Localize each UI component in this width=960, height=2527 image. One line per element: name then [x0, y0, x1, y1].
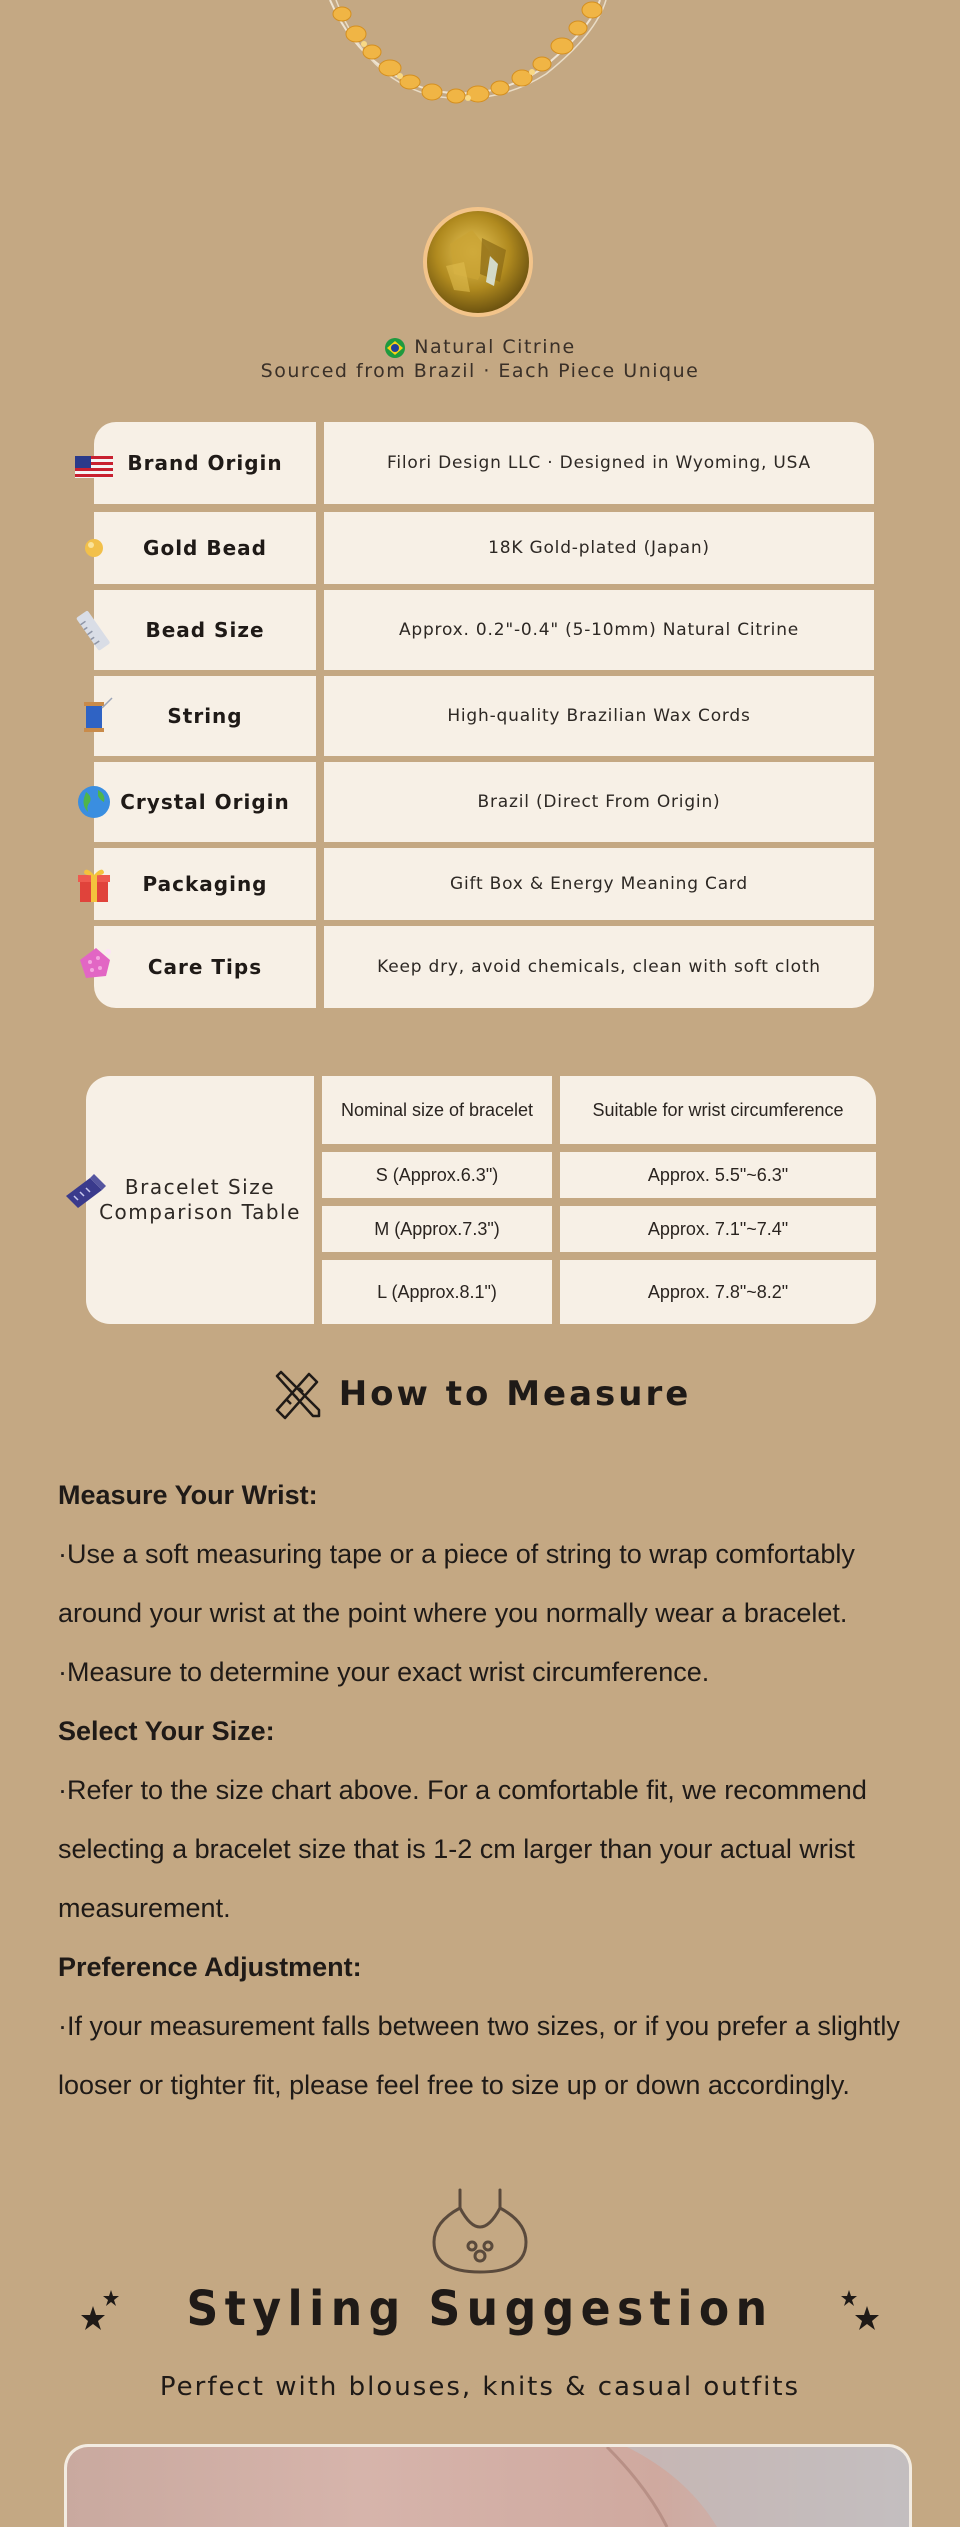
measure-line: ·Measure to determine your exact wrist circumference.: [58, 1657, 710, 1687]
size-row-s-nominal: S (Approx.6.3"): [322, 1152, 552, 1198]
how-to-measure-heading: [0, 1366, 960, 1422]
raw-citrine-crystal-image: [420, 204, 536, 320]
measure-line: looser or tighter fit, please feel free to size up or down accordingly.: [58, 2070, 850, 2100]
model-photo-image: [67, 2447, 909, 2527]
spec-table: [94, 422, 874, 1008]
size-row-l-nominal: L (Approx.8.1"): [322, 1260, 552, 1324]
origin-title: [0, 336, 960, 359]
spec-value-gold-bead: 18K Gold-plated (Japan): [324, 512, 874, 584]
size-table-title-line2: Comparison Table: [99, 1200, 301, 1224]
sponge-icon: [72, 942, 116, 986]
globe-icon: [72, 780, 116, 824]
measure-line: around your wrist at the point where you normally wear a bracelet.: [58, 1598, 848, 1628]
measure-line: measurement.: [58, 1893, 231, 1923]
size-header-wrist: Suitable for wrist circumference: [560, 1076, 876, 1144]
spec-label-care-tips: Care Tips: [94, 926, 316, 1008]
spec-label-packaging: Packaging: [94, 848, 316, 920]
spec-label-bead-size: Bead Size: [94, 590, 316, 670]
styling-heading: [0, 2272, 960, 2346]
spec-value-care-tips: Keep dry, avoid chemicals, clean with soft cloth: [324, 926, 874, 1008]
measure-line: ·If your measurement falls between two sizes, or if you prefer a slightly: [58, 2011, 900, 2041]
brazil-flag-icon: [384, 337, 406, 359]
measuring-tape-icon: [60, 1166, 112, 1218]
styling-photo: [64, 2444, 912, 2527]
spec-value-packaging: Gift Box & Energy Meaning Card: [324, 848, 874, 920]
styling-title: Styling Suggestion: [186, 2281, 774, 2337]
measure-wrist-heading: Measure Your Wrist:: [58, 1480, 318, 1510]
us-flag-icon: [72, 444, 116, 488]
stars-left-icon: [75, 2284, 125, 2334]
size-row-m-nominal: M (Approx.7.3"): [322, 1206, 552, 1252]
spec-value-bead-size: Approx. 0.2"-0.4" (5-10mm) Natural Citrine: [324, 590, 874, 670]
spec-value-crystal-origin: Brazil (Direct From Origin): [324, 762, 874, 842]
measure-instructions: [58, 1466, 918, 2115]
gift-icon: [72, 862, 116, 906]
spec-value-brand-origin: Filori Design LLC · Designed in Wyoming, USA: [324, 422, 874, 504]
stars-right-icon: [835, 2284, 885, 2334]
spec-label-string: String: [94, 676, 316, 756]
citrine-bracelet-image: [300, 0, 660, 140]
spec-label-gold-bead: Gold Bead: [94, 512, 316, 584]
origin-title-text: Natural Citrine: [414, 336, 576, 358]
spec-label-brand-origin: Brand Origin: [94, 422, 316, 504]
how-to-measure-title: How to Measure: [338, 1374, 692, 1414]
origin-subtitle: Sourced from Brazil · Each Piece Unique: [260, 360, 700, 382]
necklace-icon: [426, 2186, 534, 2278]
size-row-l-wrist: Approx. 7.8"~8.2": [560, 1260, 876, 1324]
spec-value-string: High-quality Brazilian Wax Cords: [324, 676, 874, 756]
gold-bead-icon: [72, 526, 116, 570]
measure-line: ·Refer to the size chart above. For a comfortable fit, we recommend: [58, 1775, 867, 1805]
size-row-s-wrist: Approx. 5.5"~6.3": [560, 1152, 876, 1198]
size-header-nominal: Nominal size of bracelet: [322, 1076, 552, 1144]
pencil-ruler-icon: [269, 1366, 325, 1422]
size-table-title: [86, 1076, 314, 1324]
size-row-m-wrist: Approx. 7.1"~7.4": [560, 1206, 876, 1252]
spec-label-crystal-origin: Crystal Origin: [94, 762, 316, 842]
ruler-icon: [72, 608, 116, 652]
size-comparison-table: [86, 1076, 876, 1324]
preference-heading: Preference Adjustment:: [58, 1952, 362, 1982]
select-size-heading: Select Your Size:: [58, 1716, 275, 1746]
size-table-title-line1: Bracelet Size: [124, 1175, 276, 1199]
thread-spool-icon: [72, 694, 116, 738]
measure-line: selecting a bracelet size that is 1-2 cm larger than your actual wrist: [58, 1834, 855, 1864]
styling-subtitle: Perfect with blouses, knits & casual outfits: [159, 2372, 801, 2402]
measure-line: ·Use a soft measuring tape or a piece of string to wrap comfortably: [58, 1539, 855, 1569]
